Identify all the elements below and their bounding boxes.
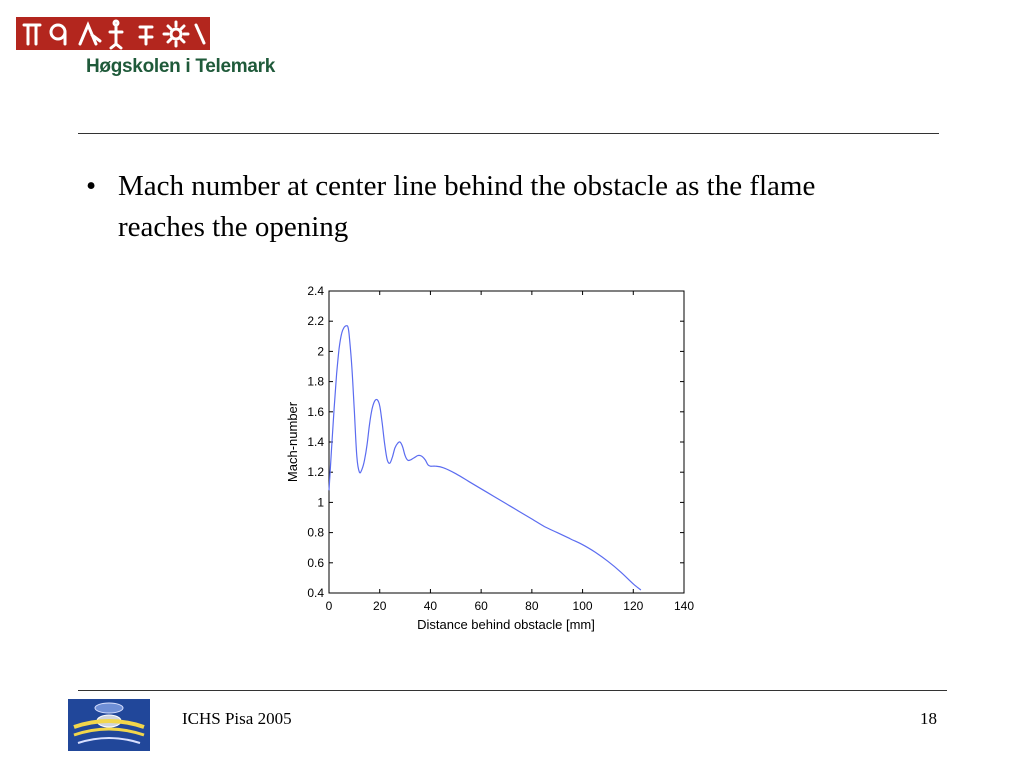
y-tick-label: 2.4 [307,284,324,298]
bullet-text: Mach number at center line behind the obstacle as the flame reaches the opening [118,170,816,243]
y-tick-label: 0.6 [307,555,324,570]
conference-emblem [68,699,150,751]
conference-logo [68,699,150,751]
header-divider [78,133,939,134]
x-tick-label: 140 [673,599,695,613]
institution-name: Høgskolen i Telemark [86,56,275,77]
x-tick-label: 60 [474,599,488,613]
plot-area [329,291,684,593]
y-tick-label: 2 [317,344,324,359]
x-tick-label: 0 [325,599,333,613]
footer-conference: ICHS Pisa 2005 [182,709,292,728]
institution-logo-banner [16,17,210,50]
x-tick-label: 40 [423,599,438,613]
bullet-marker: • [86,170,97,202]
y-tick-label: 1.4 [307,435,324,449]
y-tick-label: 0.8 [307,525,324,540]
x-tick-label: 120 [623,599,644,613]
footer-page-number: 18 [920,709,937,728]
y-axis-label: Mach-number [285,401,300,483]
mach-number-chart [270,278,710,648]
x-axis-label: Distance behind obstacle [mm] [417,617,595,632]
x-tick-label: 20 [373,599,387,613]
y-tick-label: 2.2 [307,314,324,329]
y-tick-label: 0.4 [307,586,324,600]
y-tick-label: 1.2 [307,465,324,480]
footer-divider [78,690,947,691]
y-tick-label: 1.6 [307,404,324,419]
y-tick-label: 1 [317,495,324,510]
x-tick-label: 100 [572,599,593,613]
logo-symbols [16,17,210,50]
x-tick-label: 80 [525,599,539,613]
y-tick-label: 1.8 [307,374,324,389]
